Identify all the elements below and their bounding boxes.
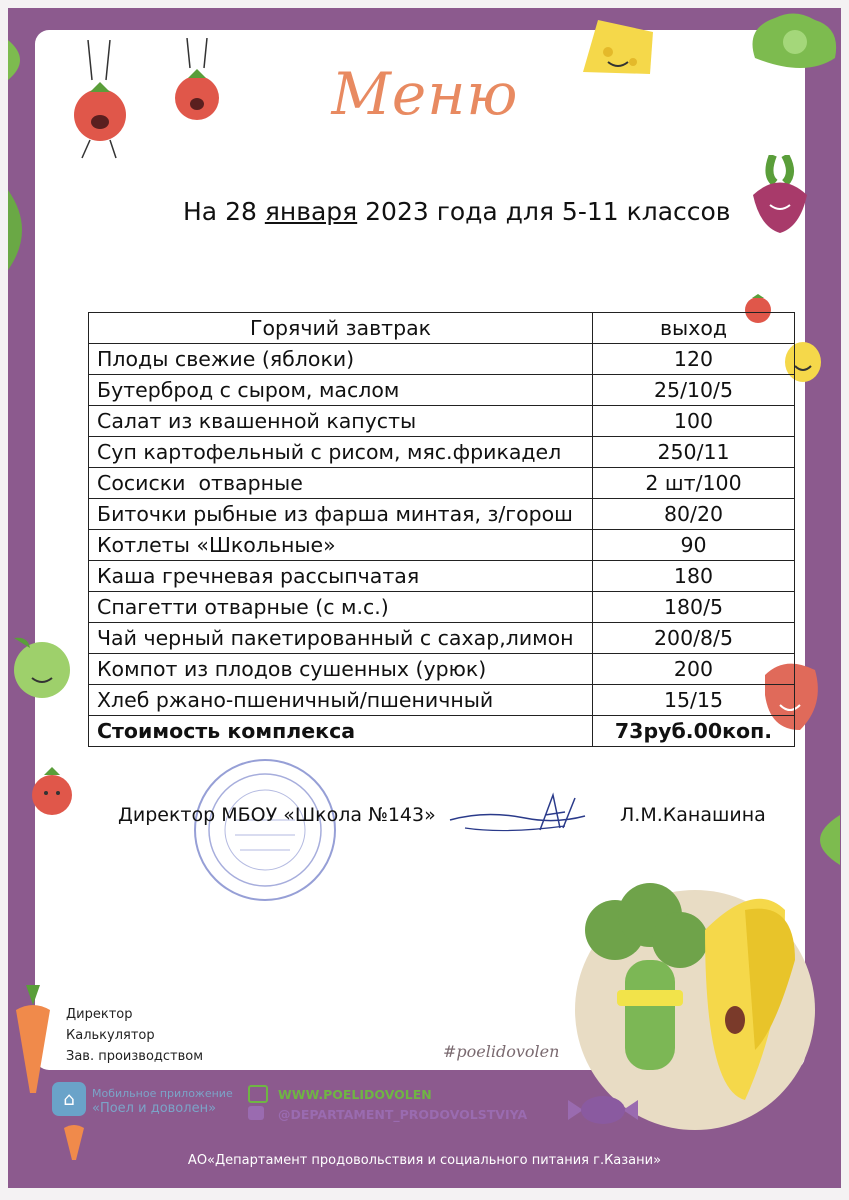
table-row bbox=[89, 530, 795, 561]
tomato-character-icon bbox=[172, 38, 222, 128]
yield-cell: 100 bbox=[593, 406, 795, 437]
candy-icon bbox=[568, 1090, 638, 1130]
carrot-character-icon bbox=[8, 985, 58, 1095]
home-icon: ⌂ bbox=[52, 1082, 86, 1116]
table-row bbox=[89, 561, 795, 592]
leaf-icon bbox=[800, 815, 840, 865]
yield-cell: 120 bbox=[593, 344, 795, 375]
yield-cell: 180/5 bbox=[593, 592, 795, 623]
dish-cell: Каша гречневая рассыпчатая bbox=[89, 561, 593, 592]
table-row bbox=[89, 375, 795, 406]
table-row bbox=[89, 406, 795, 437]
website-link[interactable]: WWW.POELIDOVOLEN bbox=[278, 1087, 432, 1102]
dish-cell: Салат из квашенной капусты bbox=[89, 406, 593, 437]
yield-cell: 90 bbox=[593, 530, 795, 561]
school-stamp bbox=[190, 755, 340, 905]
mobile-app-label bbox=[92, 1086, 233, 1116]
dish-cell: Биточки рыбные из фарша минтая, з/горош bbox=[89, 499, 593, 530]
table-row bbox=[89, 623, 795, 654]
dish-cell: Хлеб ржано-пшеничный/пшеничный bbox=[89, 685, 593, 716]
column-header-dish: Горячий завтрак bbox=[89, 313, 593, 344]
instagram-link[interactable]: @DEPARTAMENT_PRODOVOLSTVIYA bbox=[278, 1107, 528, 1122]
yield-cell: 15/15 bbox=[593, 685, 795, 716]
yield-cell: 180 bbox=[593, 561, 795, 592]
total-price: 73руб.00коп. bbox=[593, 716, 795, 747]
app-line-1: Мобильное приложение bbox=[92, 1087, 233, 1100]
instagram-icon bbox=[248, 1106, 264, 1120]
subtitle-suffix: 2023 года для 5-11 классов bbox=[357, 197, 731, 226]
organization-name: АО«Департамент продовольствия и социального питания г.Казани» bbox=[187, 1153, 662, 1168]
column-header-yield: выход bbox=[593, 313, 795, 344]
staff-calculator: Калькулятор bbox=[66, 1028, 155, 1043]
dish-cell: Сосиски отварные bbox=[89, 468, 593, 499]
staff-list bbox=[66, 1004, 203, 1067]
dish-cell: Суп картофельный с рисом, мяс.фрикадел bbox=[89, 437, 593, 468]
total-label: Стоимость комплекса bbox=[89, 716, 593, 747]
table-row bbox=[89, 499, 795, 530]
table-row bbox=[89, 468, 795, 499]
tomato-character-icon bbox=[70, 40, 130, 160]
page-title: Меню bbox=[331, 60, 519, 128]
dish-cell: Котлеты «Школьные» bbox=[89, 530, 593, 561]
dish-cell: Компот из плодов сушенных (урюк) bbox=[89, 654, 593, 685]
hashtag: #poelidovolen bbox=[443, 1042, 560, 1061]
subtitle-prefix: На 28 bbox=[183, 197, 265, 226]
tomato-character-icon bbox=[28, 765, 76, 817]
staff-director: Директор bbox=[66, 1007, 133, 1022]
leaf-icon bbox=[8, 40, 32, 80]
total-row bbox=[89, 716, 795, 747]
table-row bbox=[89, 437, 795, 468]
table-row bbox=[89, 344, 795, 375]
subtitle-month: января bbox=[264, 197, 358, 226]
handwritten-signature bbox=[445, 790, 595, 840]
menu-table bbox=[88, 312, 795, 747]
table-row bbox=[89, 592, 795, 623]
app-line-2: «Поел и доволен» bbox=[92, 1101, 217, 1116]
yield-cell: 2 шт/100 bbox=[593, 468, 795, 499]
dish-cell: Бутерброд с сыром, маслом bbox=[89, 375, 593, 406]
staff-production-head: Зав. производством bbox=[66, 1049, 204, 1064]
director-name: Л.М.Канашина bbox=[620, 804, 766, 826]
table-row bbox=[89, 654, 795, 685]
lettuce-icon bbox=[745, 8, 841, 78]
dish-cell: Чай черный пакетированный с сахар,лимон bbox=[89, 623, 593, 654]
director-title: Директор МБОУ «Школа №143» bbox=[118, 804, 436, 826]
apple-character-icon bbox=[8, 630, 72, 700]
yield-cell: 25/10/5 bbox=[593, 375, 795, 406]
cheese-character-icon bbox=[578, 12, 658, 82]
beet-character-icon bbox=[745, 155, 815, 235]
dish-cell: Плоды свежие (яблоки) bbox=[89, 344, 593, 375]
yield-cell: 250/11 bbox=[593, 437, 795, 468]
leaf-icon bbox=[8, 190, 32, 270]
yield-cell: 80/20 bbox=[593, 499, 795, 530]
yield-cell: 200 bbox=[593, 654, 795, 685]
menu-date-subtitle bbox=[183, 197, 731, 226]
table-header-row bbox=[89, 313, 795, 344]
dish-cell: Спагетти отварные (с м.с.) bbox=[89, 592, 593, 623]
yield-cell: 200/8/5 bbox=[593, 623, 795, 654]
table-row bbox=[89, 685, 795, 716]
monitor-icon bbox=[248, 1085, 268, 1103]
